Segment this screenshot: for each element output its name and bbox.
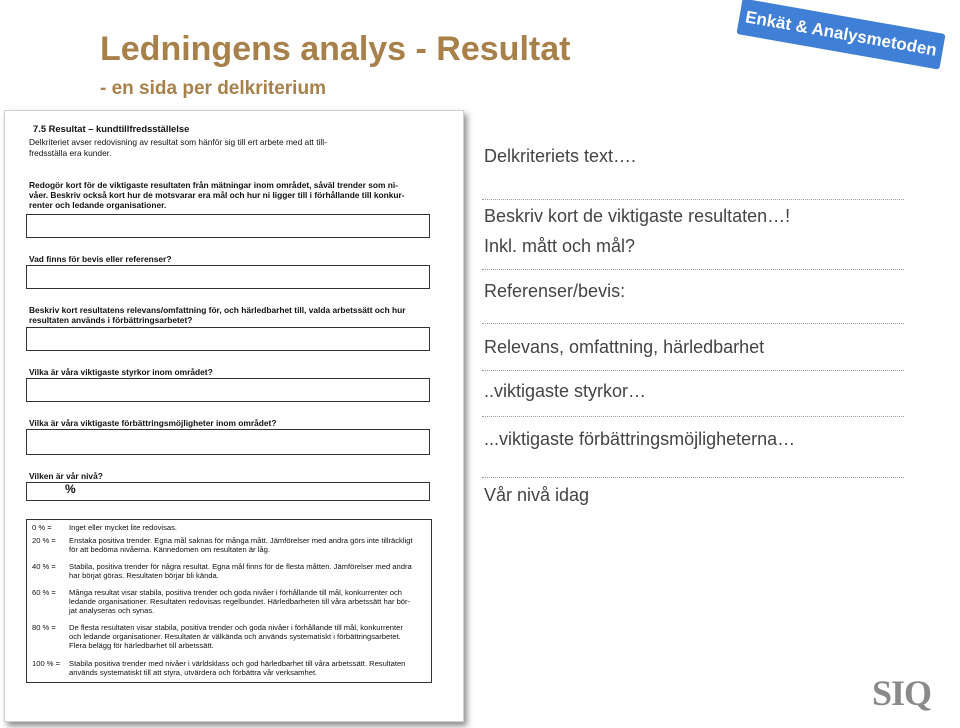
scale-percent: 60 % = (32, 588, 56, 597)
question-text: Vad finns för bevis eller referenser? (29, 254, 172, 264)
scale-percent: 80 % = (32, 623, 56, 632)
divider (482, 477, 904, 478)
form-document (4, 110, 464, 722)
answer-box (26, 429, 430, 455)
answer-box (26, 327, 430, 351)
scale-percent: 40 % = (32, 562, 56, 571)
question-text: Vilka är våra viktigaste styrkor inom området? (29, 367, 213, 377)
level-scale-table (26, 519, 432, 683)
note-relevance: Relevans, omfattning, härledbarhet (484, 337, 765, 357)
scale-description: Stabila positiva trender med nivåer i världsklass och god härledbarhet till våra arbetssätt. Resultaten används systematiskt till att styra, utvärdera och förbättra vår verksamhet. (69, 659, 406, 678)
question-text: resultaten används i förbättringsarbetet? (29, 315, 193, 325)
question-text: Redogör kort för de viktigaste resultaten från mätningar inom området, såväl trender som ni- (29, 180, 399, 190)
answer-box (26, 265, 430, 289)
note-criterion-text: Delkriteriets text…. (484, 146, 637, 166)
slide-title: Ledningens analys - Resultat (100, 30, 571, 68)
method-stamp: Enkät & Analysmetoden (736, 0, 945, 70)
scale-description: Många resultat visar stabila, positiva trender och goda nivåer i förhållande till mål, konkurrenter och ledande organisationer. Resultaten redovisas regelbundet. Härledbarheten till våra arbetssätt har bör- jat analyseras och synas. (69, 588, 411, 616)
percent-sign: % (65, 482, 76, 496)
question-text: Vilken är vår nivå? (29, 471, 103, 481)
scale-description: Inget eller mycket lite redovisas. (69, 523, 178, 532)
divider (482, 416, 904, 417)
divider (482, 199, 904, 200)
answer-box (26, 214, 430, 238)
scale-percent: 20 % = (32, 536, 56, 545)
note-measures-goals: Inkl. mått och mål? (484, 236, 636, 256)
scale-description: De flesta resultaten visar stabila, positiva trender och goda nivåer i förhållande till mål, konkurrenter och ledande organisationer. Resultaten är välkända och används systematiskt i förbättringsarbetet. Flera belägg för härledbarhet till arbetssätt. (69, 623, 403, 651)
level-answer-box (26, 482, 430, 501)
slide-subtitle: - en sida per delkriterium (100, 78, 326, 99)
form-intro-line: Delkriteriet avser redovisning av resultat som hänför sig till ert arbete med att till- (29, 137, 327, 147)
divider (482, 370, 904, 371)
question-text: renter och ledande organisationer. (29, 200, 167, 210)
note-references: Referenser/bevis: (484, 281, 626, 301)
question-text: Beskriv kort resultatens relevans/omfattning för, och härledbarhet till, valda arbetssätt och hur (29, 305, 406, 315)
note-results: Beskriv kort de viktigaste resultaten…! (484, 206, 791, 226)
scale-percent: 100 % = (32, 659, 61, 668)
scale-description: Enstaka positiva trender. Egna mål saknas för många mått. Jämförelser med andra görs inte tillräckligt för att bedöma nivåerna. Kännedomen om resultaten är låg. (69, 536, 413, 555)
scale-description: Stabila, positiva trender för några resultat. Egna mål finns för de flesta måtten. Jämförelser med andra har börjat göras. Resultaten börjar bli kända. (69, 562, 412, 581)
form-intro-line: fredsställa era kunder. (29, 148, 112, 158)
scale-percent: 0 % = (32, 523, 52, 532)
note-improvements: ...viktigaste förbättringsmöjligheterna… (484, 429, 796, 449)
question-text: våer. Beskriv också kort hur de motsvarar era mål och hur ni ligger till i förhållande till konkur- (29, 190, 405, 200)
form-heading: 7.5 Resultat – kundtillfredsställelse (33, 123, 190, 134)
question-text: Vilka är våra viktigaste förbättringsmöjligheter inom området? (29, 418, 277, 428)
divider (482, 269, 904, 270)
siq-logo: SIQ (872, 673, 932, 713)
note-strengths: ..viktigaste styrkor… (484, 381, 647, 401)
answer-box (26, 378, 430, 402)
divider (482, 323, 904, 324)
note-level: Vår nivå idag (484, 485, 590, 505)
